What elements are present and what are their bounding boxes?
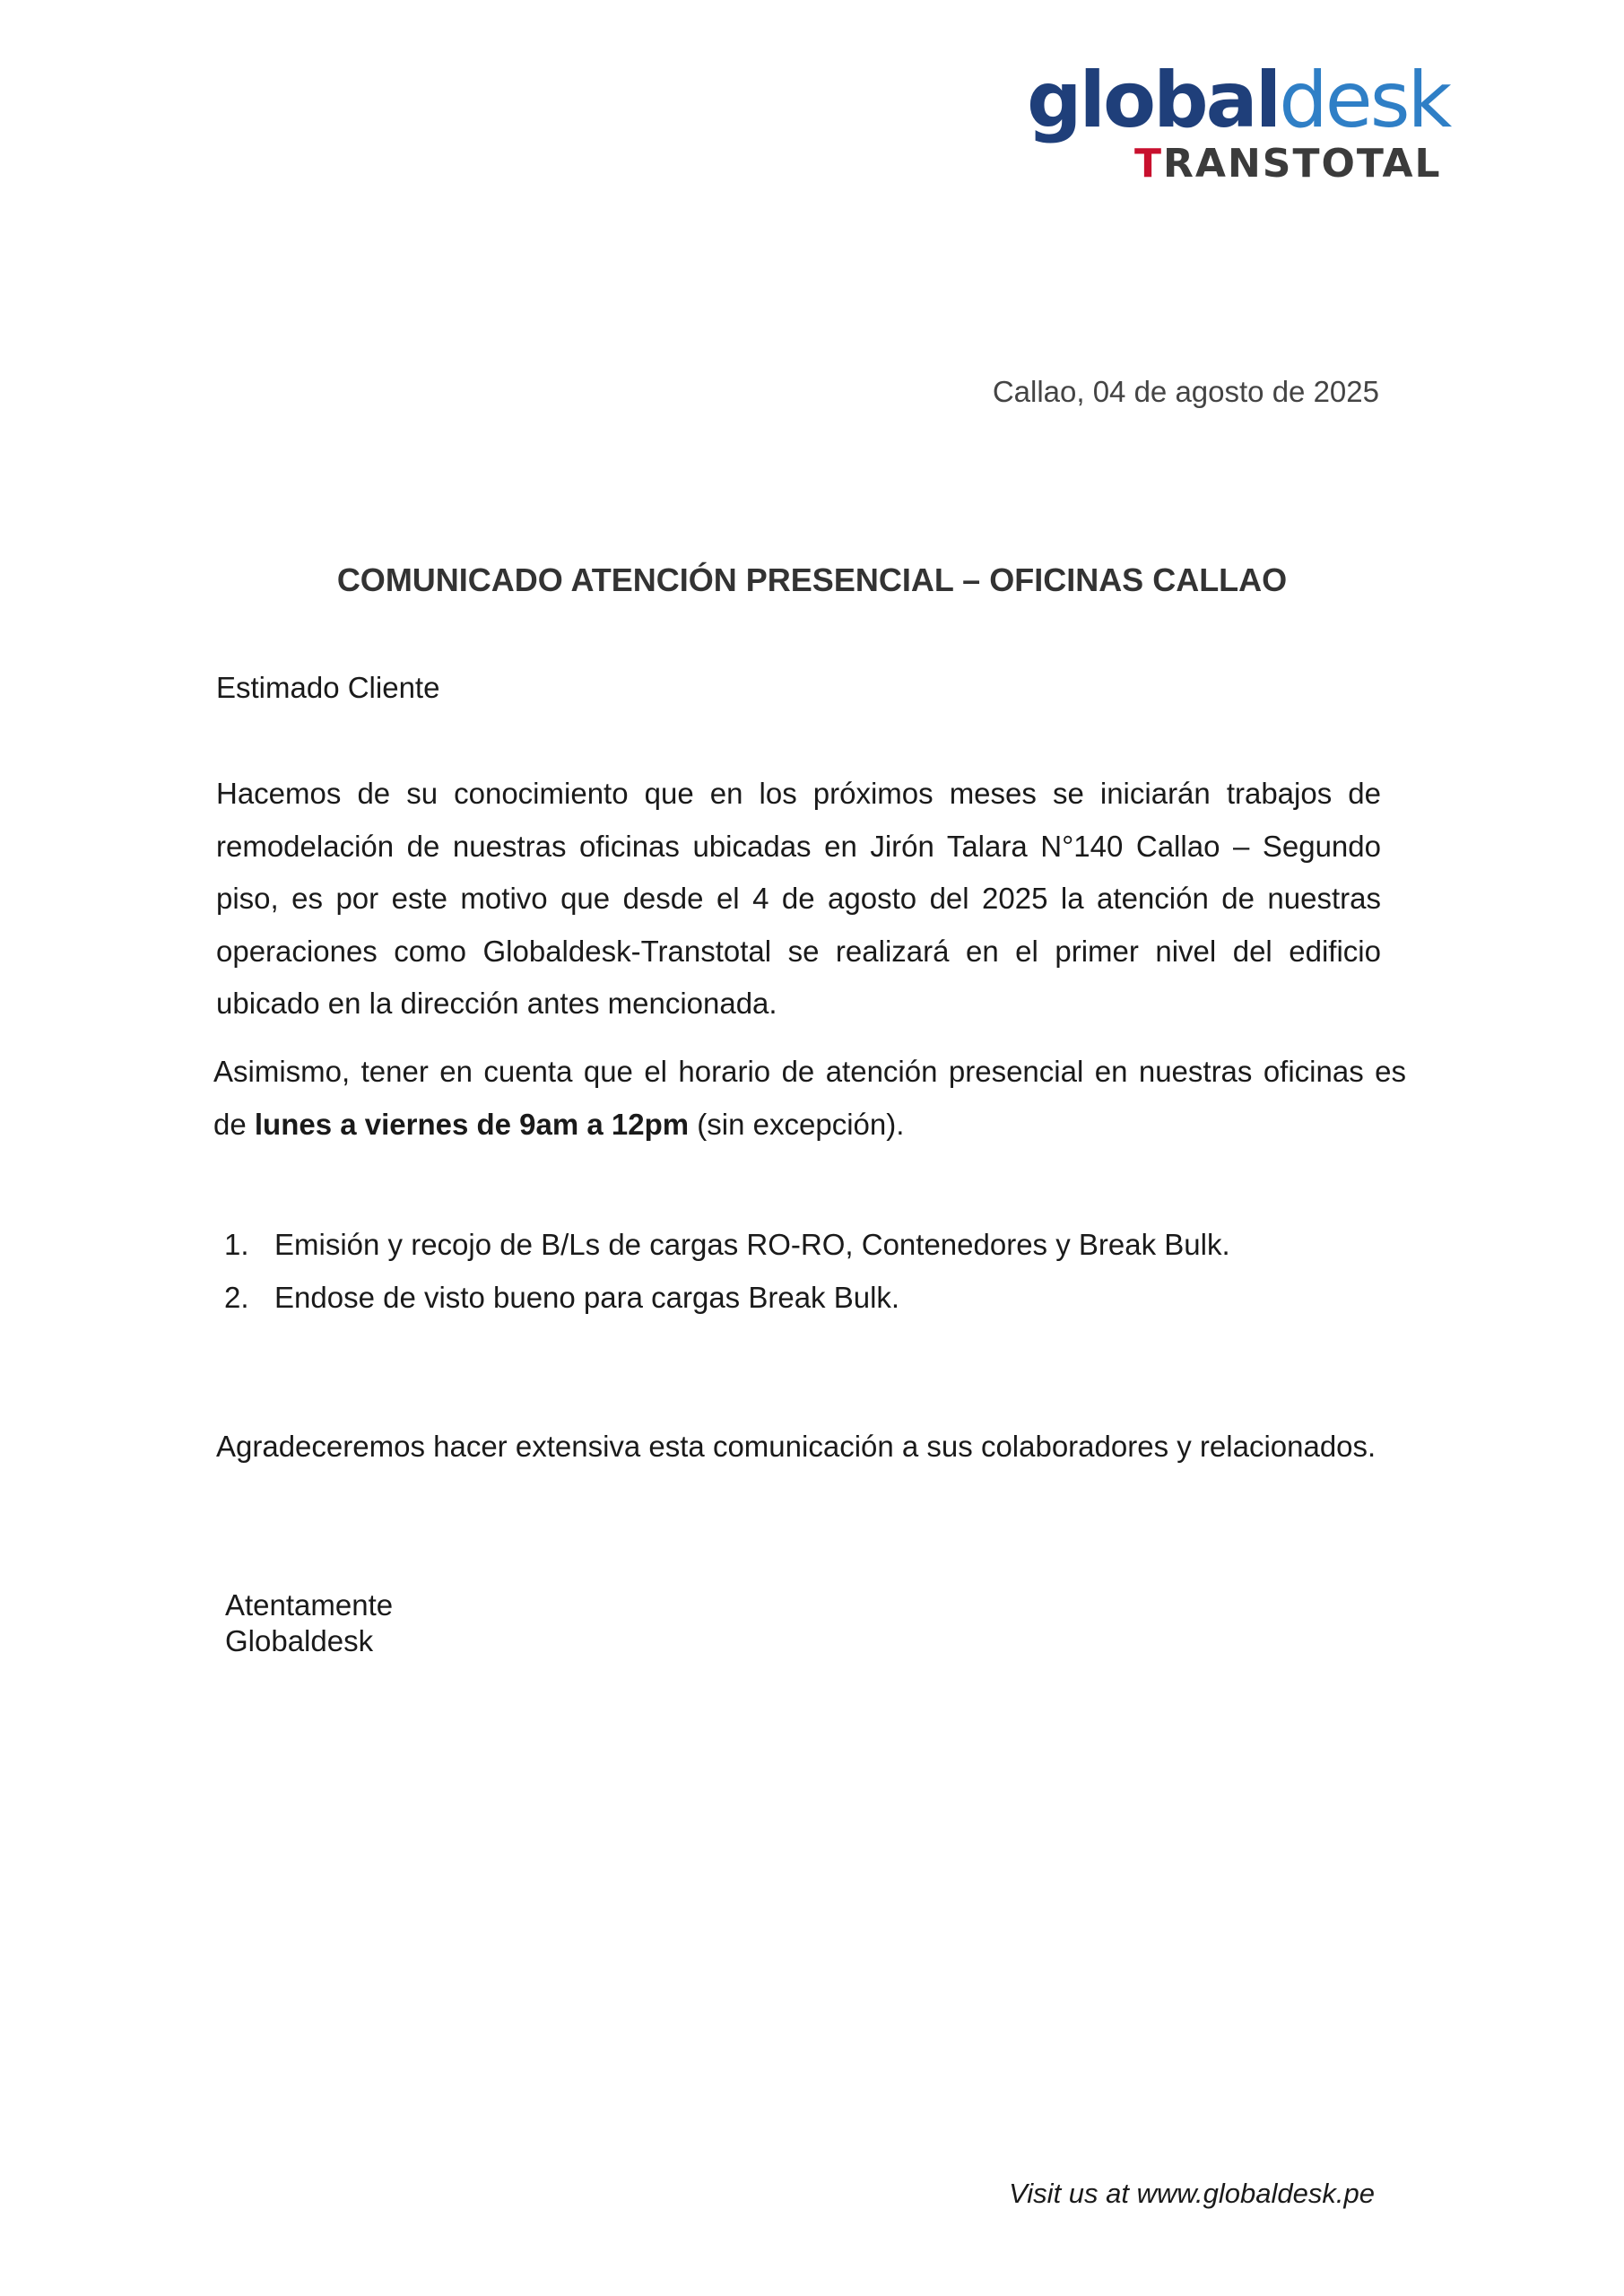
list-item: 1. Emisión y recojo de B/Ls de cargas RO-RO, Contenedores y Break Bulk. (224, 1228, 1230, 1261)
company-logo (1027, 56, 1450, 190)
body-paragraph-2: Asimismo, tener en cuenta que el horario de atención presencial en nuestras oficinas es de lunes a viernes de 9am a 12pm (sin excepción). (213, 1055, 1406, 1141)
list-item: 2. Endose de visto bueno para cargas Break Bulk. (224, 1281, 900, 1314)
closing-line: Atentamente (225, 1588, 394, 1622)
closing-block (225, 1587, 393, 1659)
signature-name: Globaldesk (225, 1624, 374, 1657)
office-hours: lunes a viernes de 9am a 12pm (254, 1107, 690, 1141)
thanks-paragraph: Agradeceremos hacer extensiva esta comunicación a sus colaboradores y relacionados. (216, 1430, 1376, 1463)
body-paragraph-1: Hacemos de su conocimiento que en los próximos meses se iniciarán trabajos de remodelación de nuestras oficinas ubicadas en Jirón Talara N°140 Callao – Segundo piso, es por este motivo que desde el 4 de agosto del 2025 la atención de nuestras operaciones como Globaldesk-Transtotal se realizará en el primer nivel del edificio ubicado en la dirección antes mencionada. (216, 777, 1381, 1020)
services-list (224, 1218, 1230, 1324)
logo-wordmark: globaldesk (1027, 56, 1450, 145)
salutation: Estimado Cliente (216, 671, 440, 704)
letter-title: COMUNICADO ATENCIÓN PRESENCIAL – OFICINAS CALLAO (336, 561, 1288, 598)
letter-date: Callao, 04 de agosto de 2025 (992, 375, 1379, 408)
logo-subbrand: TRANSTOTAL (1134, 141, 1442, 187)
footer-website: Visit us at www.globaldesk.pe (1009, 2178, 1375, 2209)
